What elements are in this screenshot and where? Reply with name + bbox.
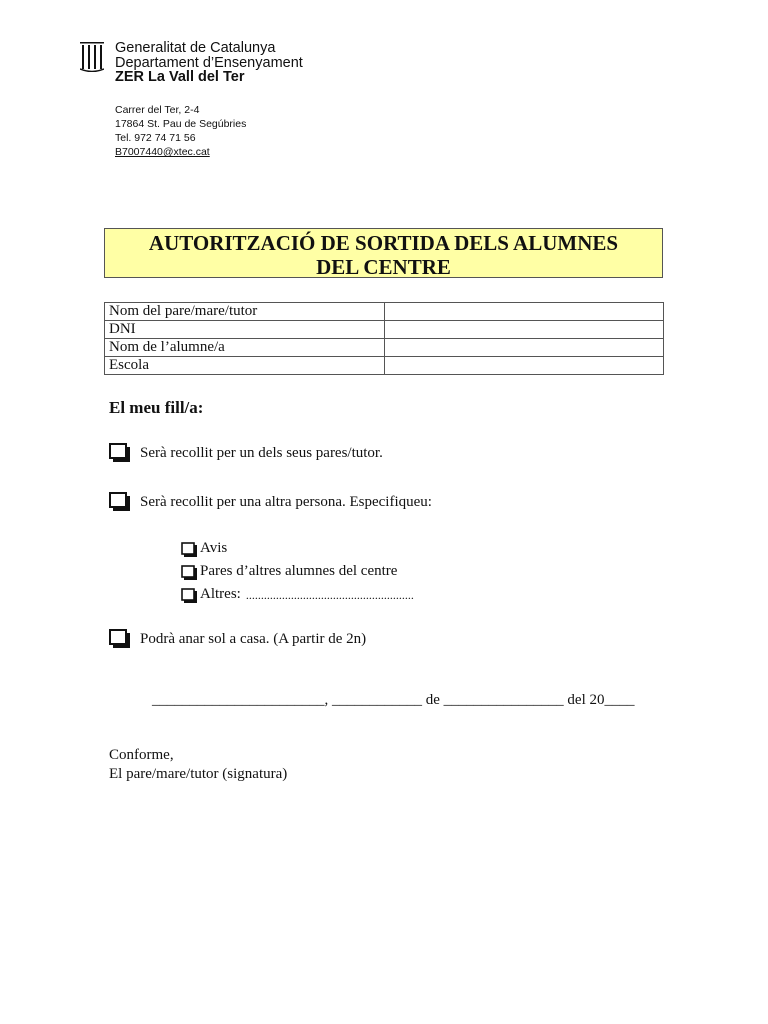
checkbox-other-person[interactable] (109, 492, 132, 511)
table-row (105, 321, 664, 339)
organization-header (115, 41, 303, 85)
generalitat-logo-icon (80, 42, 104, 72)
suboption-label: Avis (200, 540, 228, 556)
student-info-table (104, 302, 664, 375)
checkbox-walk-alone[interactable] (109, 629, 132, 648)
suboption-label: Pares d’altres alumnes del centre (200, 563, 398, 579)
row-label: Escola (105, 357, 385, 375)
suboption-grandparents (181, 540, 227, 557)
option-other-person (109, 492, 432, 511)
option-parent-pickup (109, 443, 383, 462)
street-address: Carrer del Ter, 2-4 (115, 104, 200, 116)
option-walk-alone (109, 629, 366, 648)
parent-name-field[interactable] (385, 303, 664, 321)
title-line-1: AUTORITZACIÓ DE SORTIDA DELS ALUMNES (148, 231, 619, 255)
document-title (104, 228, 663, 278)
table-row (105, 339, 664, 357)
suboption-label: Altres: (200, 586, 241, 602)
address-block (115, 103, 246, 159)
signature-block (109, 746, 287, 784)
agreement-text: Conforme, (109, 747, 174, 763)
table-row (105, 357, 664, 375)
dni-field[interactable] (385, 321, 664, 339)
option-label: Serà recollit per un dels seus pares/tutor. (140, 445, 383, 461)
school-field[interactable] (385, 357, 664, 375)
option-label: Serà recollit per una altra persona. Especifiqueu: (140, 494, 432, 510)
student-name-field[interactable] (385, 339, 664, 357)
signature-label: El pare/mare/tutor (signatura) (109, 766, 288, 782)
checkbox-parent-pickup[interactable] (109, 443, 132, 462)
suboption-other-parents (181, 563, 397, 580)
section-heading: El meu fill/a: (109, 398, 204, 417)
others-fill-line[interactable]: ........................................................ (245, 588, 414, 602)
email-link[interactable]: B7007440@xtec.cat (115, 146, 210, 158)
date-place-line[interactable]: _______________________, ____________ de ________________ del 20____ (152, 692, 635, 708)
suboption-others (181, 586, 414, 603)
phone-number: Tel. 972 74 71 56 (115, 132, 196, 144)
checkbox-grandparents[interactable] (181, 542, 198, 557)
table-row (105, 303, 664, 321)
department-name: Departament d’Ensenyament (115, 54, 303, 71)
school-zone-name: ZER La Vall del Ter (115, 69, 245, 85)
title-line-2: DEL CENTRE (316, 255, 451, 279)
postal-address: 17864 St. Pau de Segúbries (115, 118, 247, 130)
option-label: Podrà anar sol a casa. (A partir de 2n) (140, 631, 367, 647)
row-label: Nom de l’alumne/a (105, 339, 385, 357)
org-name: Generalitat de Catalunya (115, 40, 276, 56)
checkbox-other-parents[interactable] (181, 565, 198, 580)
row-label: DNI (105, 321, 385, 339)
checkbox-others[interactable] (181, 588, 198, 603)
row-label: Nom del pare/mare/tutor (105, 303, 385, 321)
